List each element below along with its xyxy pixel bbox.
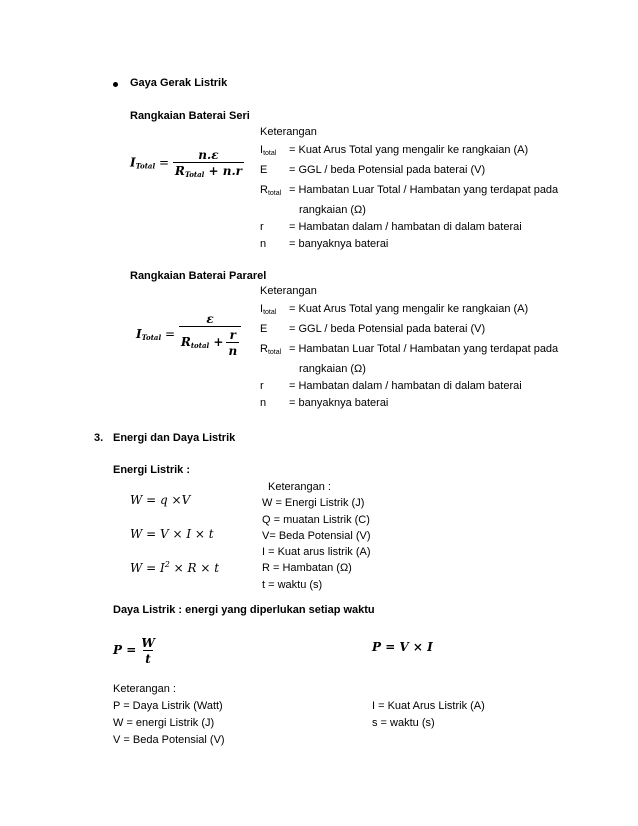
parallel-keterangan-title: Keterangan — [260, 285, 317, 297]
parallel-heading: Rangkaian Baterai Pararel — [130, 270, 267, 282]
power-formula-right: P = V × I — [372, 640, 433, 654]
energy-formula-1: W = q ×V — [130, 493, 191, 507]
series-keterangan-title: Keterangan — [260, 126, 317, 138]
series-keterangan-list — [260, 142, 558, 253]
list-item: W = energi Listrik (J) — [113, 717, 215, 729]
energy-keterangan — [262, 479, 371, 593]
list-item: $R_{total}$ = Hambatan Luar Total / Hambatan yang terdapat pada — [260, 184, 559, 197]
list-item: Keterangan : — [268, 481, 331, 493]
list-item: V= Beda Potensial (V) — [262, 529, 371, 542]
parallel-formula: $I_{Total}$ = ε $R_{total}$ + $\frac{r}{n}$ — [136, 312, 241, 358]
list-item: $I_{total}$ = Kuat Arus Total yang mengalir ke rangkaian (A) — [260, 144, 529, 157]
bullet-icon — [113, 82, 118, 87]
list-item: $I_{total}$ = Kuat Arus Total yang mengalir ke rangkaian (A) — [260, 303, 529, 316]
list-item: r = Hambatan dalam / hambatan di dalam baterai — [260, 380, 522, 392]
list-item: P = Daya Listrik (Watt) — [113, 700, 223, 712]
list-item: t = waktu (s) — [262, 578, 323, 591]
list-item: R = Hambatan (Ω) — [262, 562, 352, 575]
energy-formula-2: W = V × I × t — [130, 527, 214, 541]
list-item: Keterangan : — [113, 683, 176, 695]
list-item: I = Kuat Arus Listrik (A) — [372, 700, 485, 712]
series-formula: $I_{Total}$ = $\frac{n.\varepsilon}{R_{Total} + n.r}$ — [130, 148, 242, 179]
list-item: rangkaian (Ω) — [299, 204, 366, 216]
bullet-title: Gaya Gerak Listrik — [130, 77, 228, 89]
series-heading: Rangkaian Baterai Seri — [130, 110, 250, 122]
parallel-keterangan-list — [260, 301, 558, 412]
power-keterangan-left — [113, 681, 225, 749]
list-item: $R_{total}$ = Hambatan Luar Total / Hambatan yang terdapat pada — [260, 343, 559, 356]
list-item: r = Hambatan dalam / hambatan di dalam baterai — [260, 221, 522, 233]
list-item: n = banyaknya baterai — [260, 397, 389, 409]
list-item: V = Beda Potensial (V) — [113, 734, 225, 746]
power-keterangan-right — [372, 698, 485, 732]
list-item: I = Kuat arus listrik (A) — [262, 546, 371, 559]
list-item: rangkaian (Ω) — [299, 363, 366, 375]
list-item: Q = muatan Listrik (C) — [262, 513, 370, 526]
energy-heading: Energi Listrik : — [113, 464, 191, 476]
section-title: Energi dan Daya Listrik — [113, 432, 236, 444]
list-item: n = banyaknya baterai — [260, 238, 389, 250]
list-item: E = GGL / beda Potensial pada baterai (V) — [260, 164, 486, 176]
list-item: s = waktu (s) — [372, 717, 435, 729]
list-item: W = Energi Listrik (J) — [262, 497, 365, 510]
power-formula: P = $\frac{W}{t}$ — [113, 636, 155, 666]
power-heading: Daya Listrik : energi yang diperlukan setiap waktu — [113, 604, 375, 616]
section-number: 3. — [94, 432, 104, 444]
energy-formula-3: $W = I^2 \times R \times t$ — [130, 560, 220, 575]
list-item: E = GGL / beda Potensial pada baterai (V) — [260, 323, 486, 335]
